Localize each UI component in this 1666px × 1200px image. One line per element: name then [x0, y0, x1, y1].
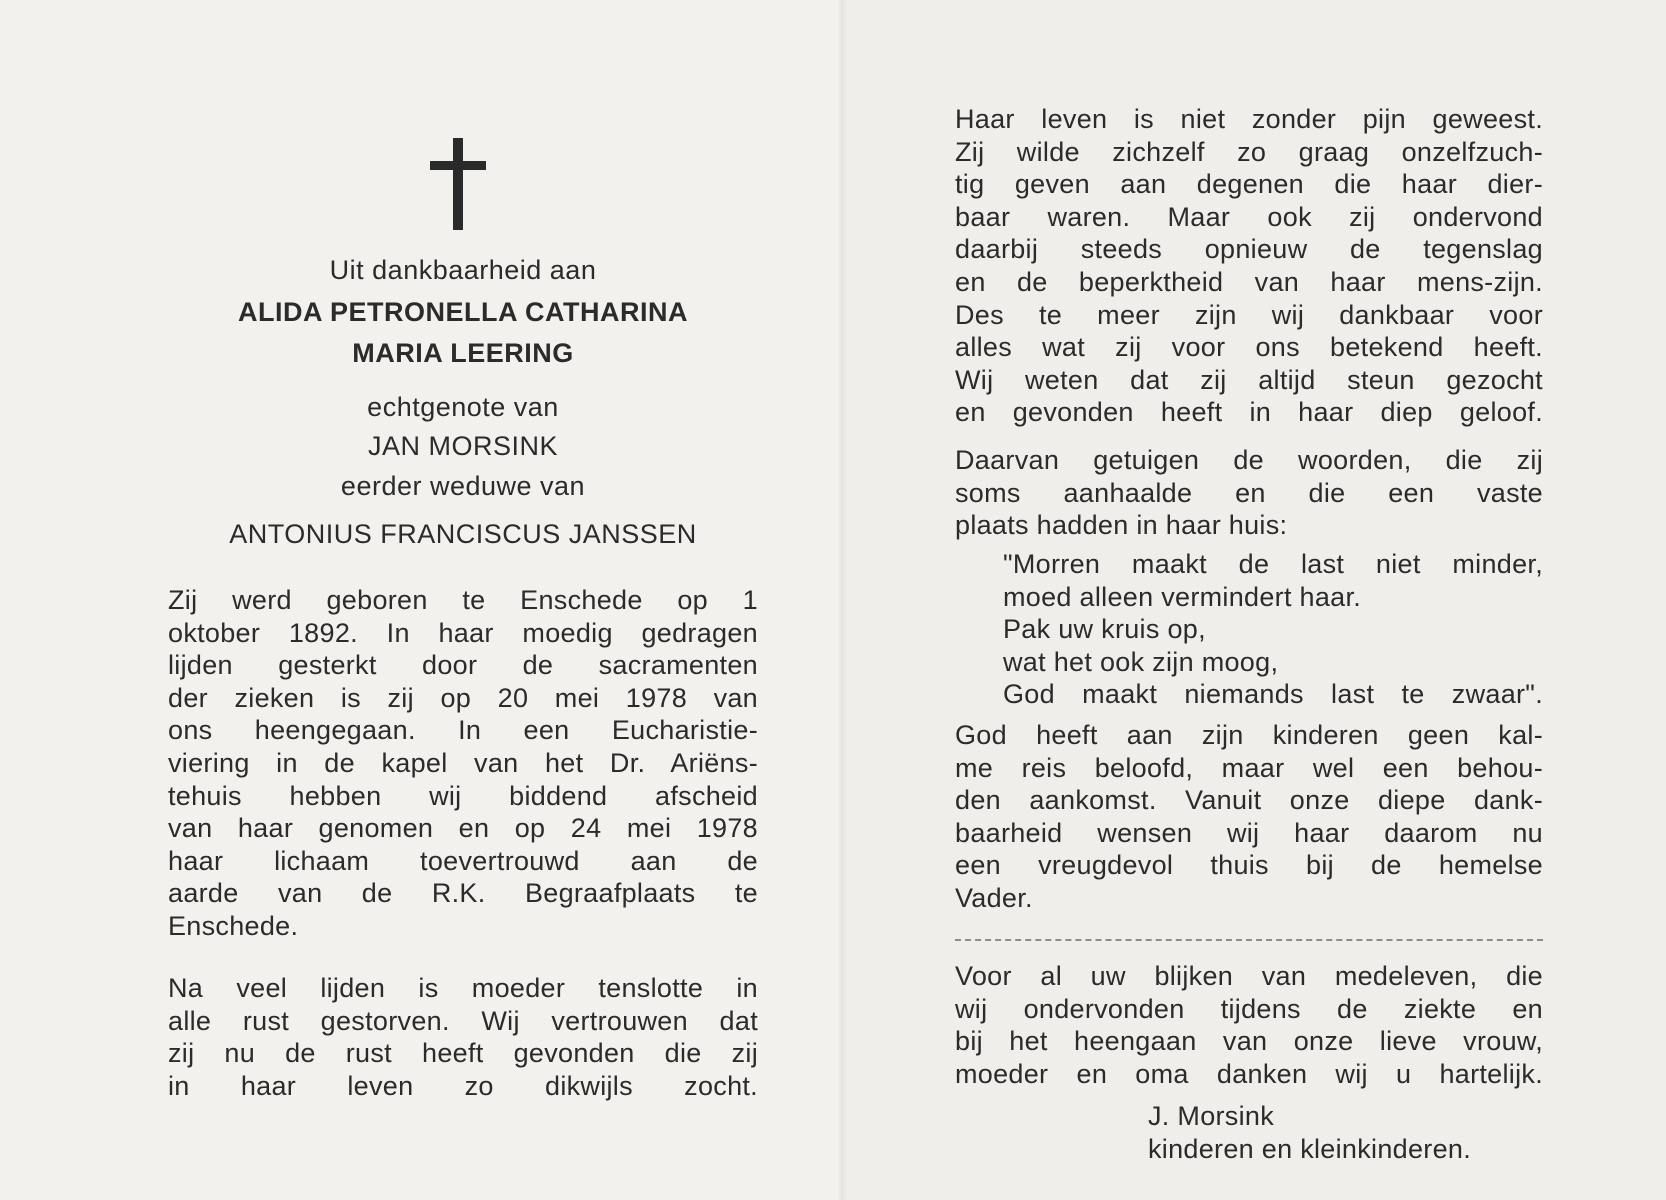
text-line: tehuis hebben wij biddend afscheid	[168, 780, 758, 811]
deceased-name-line-2: MARIA LEERING	[352, 338, 574, 368]
text-line: haar lichaam toevertrouwd aan de	[168, 845, 758, 876]
text-line: Na veel lijden is moeder tenslotte in	[168, 973, 758, 1003]
text-line: van haar genomen en op 24 mei 1978	[168, 813, 758, 844]
text-line: oktober 1892. In haar moedig gedragen	[168, 617, 758, 648]
dedication-line: Uit dankbaarheid aan	[329, 255, 597, 285]
signature	[1148, 1100, 1471, 1166]
blessing-paragraph	[955, 719, 1543, 915]
quote-line: moed alleen vermindert haar.	[1003, 581, 1362, 612]
text-line: Zij werd geboren te Enschede op 1	[168, 585, 758, 615]
spouse-intro: echtgenote van	[367, 392, 559, 422]
text-line: en de beperktheid van haar mens-zijn.	[955, 266, 1543, 297]
text-line: den aankomst. Vanuit onze diepe dank-	[955, 785, 1543, 816]
text-line: viering in de kapel van het Dr. Ariëns-	[168, 747, 758, 778]
text-line: lijden gesterkt door de sacramenten	[168, 650, 758, 681]
quote-line: God maakt niemands last te zwaar".	[1003, 679, 1543, 710]
text-line: baarheid wensen wij haar daarom nu	[955, 817, 1543, 848]
text-line: me reis beloofd, maar wel een behou-	[955, 752, 1543, 783]
text-line: in haar leven zo dikwijls zocht.	[168, 1070, 758, 1101]
text-line: plaats hadden in haar huis:	[955, 510, 1288, 541]
reflection-paragraph	[955, 103, 1543, 429]
divider	[955, 939, 1543, 941]
text-line: Haar leven is niet zonder pijn geweest.	[955, 104, 1543, 134]
former-widow-intro: eerder weduwe van	[340, 471, 586, 501]
text-line: God heeft aan zijn kinderen geen kal-	[955, 720, 1543, 750]
quote-line: Pak uw kruis op,	[1003, 614, 1206, 645]
quote-line: wat het ook zijn moog,	[1003, 646, 1279, 677]
text-line: een vreugdevol thuis bij de hemelse	[955, 850, 1543, 881]
text-line: soms aanhaalde en die een vaste	[955, 477, 1543, 508]
text-line: Zij wilde zichzelf zo graag onzelfzuch-	[955, 136, 1543, 167]
deceased-name-line-1: ALIDA PETRONELLA CATHARINA	[238, 297, 688, 327]
quote-intro-paragraph	[955, 444, 1543, 542]
text-line: alles wat zij voor ons betekend heeft.	[955, 332, 1543, 363]
closing-paragraph-left	[168, 972, 758, 1102]
quote	[1003, 548, 1543, 711]
text-line: aarde van de R.K. Begraafplaats te	[168, 878, 758, 909]
text-line: tig geven aan degenen die haar dier-	[955, 169, 1543, 200]
signature-name: J. Morsink	[1148, 1101, 1275, 1131]
text-line: wij ondervonden tijdens de ziekte en	[955, 993, 1543, 1024]
text-line: moeder en oma danken wij u hartelijk.	[955, 1058, 1543, 1089]
text-line: daarbij steeds opnieuw de tegenslag	[955, 234, 1543, 265]
cross-icon	[430, 138, 486, 230]
signature-family: kinderen en kleinkinderen.	[1148, 1134, 1472, 1164]
text-line: Des te meer zijn wij dankbaar voor	[955, 299, 1543, 330]
text-line: der zieken is zij op 20 mei 1978 van	[168, 682, 758, 713]
text-line: zij nu de rust heeft gevonden die zij	[168, 1038, 758, 1069]
text-line: bij het heengaan van onze lieve vrouw,	[955, 1026, 1543, 1057]
spouse-name: JAN MORSINK	[367, 431, 559, 461]
text-line: alle rust gestorven. Wij vertrouwen dat	[168, 1005, 758, 1036]
text-line: Vader.	[955, 882, 1033, 913]
quote-line: "Morren maakt de last niet minder,	[1003, 549, 1543, 579]
biography-paragraph	[168, 584, 758, 943]
thanks-paragraph	[955, 960, 1543, 1090]
text-line: Wij weten dat zij altijd steun gezocht	[955, 364, 1543, 395]
text-line: baar waren. Maar ook zij ondervond	[955, 201, 1543, 232]
text-line: en gevonden heeft in haar diep geloof.	[955, 397, 1543, 428]
text-line: Enschede.	[168, 910, 299, 941]
text-line: ons heengegaan. In een Eucharistie-	[168, 715, 758, 746]
card-fold	[838, 0, 848, 1200]
text-line: Daarvan getuigen de woorden, die zij	[955, 445, 1543, 475]
former-spouse-name: ANTONIUS FRANCISCUS JANSSEN	[229, 519, 697, 549]
text-line: Voor al uw blijken van medeleven, die	[955, 961, 1543, 991]
